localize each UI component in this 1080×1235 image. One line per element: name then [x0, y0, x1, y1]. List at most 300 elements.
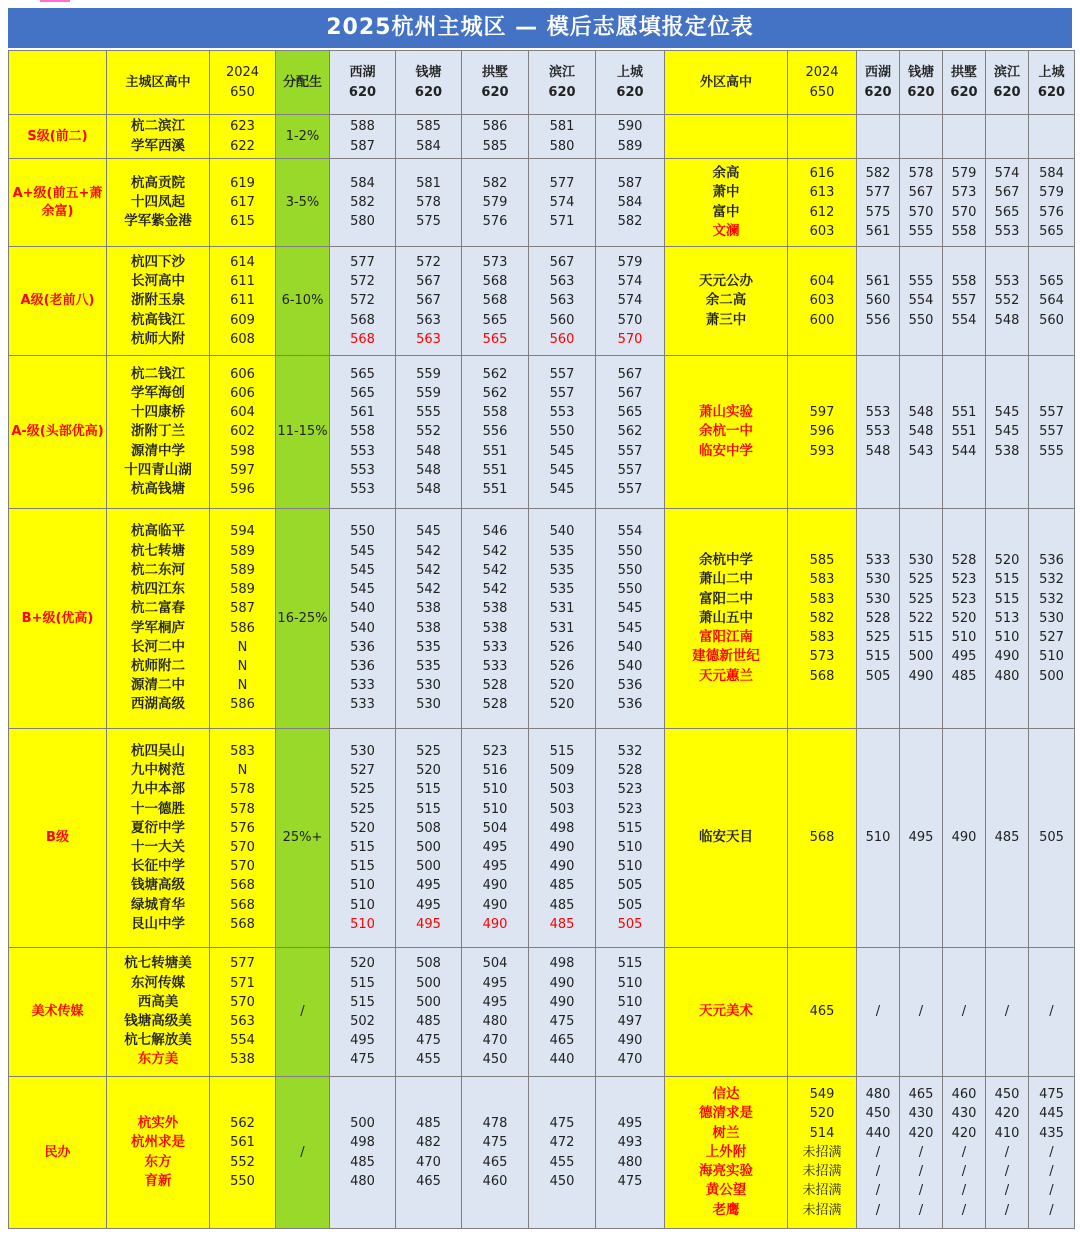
cell-line: 510 [994, 630, 1020, 646]
cell-line: 515 [994, 591, 1020, 607]
cell-line: 556 [865, 312, 891, 328]
cell-line: 525 [908, 591, 934, 607]
main-score-2024 [210, 159, 276, 247]
outer-district-score-4 [986, 247, 1029, 356]
cell-line: / [961, 1004, 967, 1020]
cell-line: 558 [951, 223, 977, 239]
outer-school-name: 富阳二中 [699, 590, 753, 607]
outer-district-header-5: 上城 620 [1029, 51, 1075, 115]
outer-district-score-1 [857, 356, 900, 509]
cell-line: 603 [809, 293, 835, 309]
cell-line: 556 [482, 424, 508, 440]
cell-line: 470 [482, 1033, 508, 1049]
cell-line: 475 [416, 1033, 441, 1049]
outer-district-score-3 [943, 1077, 986, 1229]
outer-school-name: 老鹰 [712, 1201, 740, 1218]
outer-district-score-3 [943, 948, 986, 1077]
cell-line: 495 [416, 878, 441, 894]
cell-line: 578 [230, 801, 255, 817]
cell-line: 545 [994, 405, 1020, 421]
cell-line: 585 [482, 138, 508, 154]
cell-line: 581 [549, 119, 575, 135]
district-score-5 [596, 159, 665, 247]
outer-school-list [665, 729, 788, 948]
cell-line: 528 [482, 678, 508, 694]
cell-line: 535 [416, 639, 441, 655]
cell-line: 565 [1039, 223, 1064, 239]
district-score-5 [596, 948, 665, 1077]
cell-line: 550 [350, 524, 375, 540]
district-score-2 [396, 247, 462, 356]
cell-line: 480 [994, 668, 1020, 684]
cell-line: 498 [350, 1135, 375, 1151]
tier-label [9, 509, 107, 729]
tier-label [9, 159, 107, 247]
cell-line: 565 [482, 312, 508, 328]
cell-line: 540 [350, 620, 375, 636]
cell-line: 485 [951, 668, 977, 684]
district-score-1 [330, 729, 396, 948]
cell-line: 579 [617, 254, 643, 270]
cell-line: 550 [549, 424, 575, 440]
cell-line: 525 [350, 782, 375, 798]
cell-line: 548 [908, 405, 934, 421]
main-school-list [107, 509, 210, 729]
district-score-2 [396, 509, 462, 729]
tier-label-text: A-级(头部优高) [11, 424, 104, 439]
cell-line: / [918, 1183, 924, 1199]
cell-line: 509 [549, 763, 575, 779]
cell-line: 575 [865, 204, 891, 220]
cell-line: 485 [416, 1014, 441, 1029]
cell-line: 596 [809, 424, 835, 440]
cell-line: 568 [809, 668, 835, 684]
district-score-3 [462, 509, 529, 729]
cell-line: 482 [416, 1135, 441, 1151]
cell-line: 540 [350, 601, 375, 617]
cell-line: 565 [350, 385, 375, 401]
cell-line: 557 [951, 293, 977, 309]
cell-line: 510 [482, 782, 508, 798]
cell-line: 586 [482, 119, 508, 135]
cell-line: 568 [230, 897, 255, 913]
cell-line: 593 [809, 443, 835, 459]
cell-line: 500 [350, 1116, 375, 1132]
outer-school-name: 余杭中学 [699, 552, 753, 569]
cell-line: 563 [549, 293, 575, 309]
cell-line: 长征中学 [131, 858, 185, 875]
cell-line: 523 [951, 591, 977, 607]
allocation-percent [276, 1077, 330, 1229]
outer-score-2024 [788, 509, 857, 729]
cell-line: 583 [809, 591, 835, 607]
cell-line: 500 [416, 840, 441, 855]
cell-line: 576 [482, 214, 508, 230]
cell-line: 515 [350, 994, 375, 1010]
outer-district-score-4 [986, 115, 1029, 159]
cell-line: 568 [809, 830, 835, 846]
cell-line: 东方美 [137, 1051, 179, 1068]
cell-line: 573 [951, 185, 977, 201]
district-score-3 [462, 115, 529, 159]
cell-line: 东河传媒 [131, 974, 185, 991]
cell-line: 587 [350, 138, 375, 154]
cell-line: 561 [865, 274, 891, 290]
cell-line: 480 [482, 1014, 508, 1029]
main-score-2024 [210, 115, 276, 159]
cell-line: 495 [617, 1116, 643, 1132]
cell-line: / [918, 1144, 924, 1160]
cell-line: 500 [908, 649, 934, 665]
main-score-2024 [210, 509, 276, 729]
cell-line: 490 [482, 897, 508, 913]
cell-line: 西湖高级 [131, 696, 185, 713]
main-school-list [107, 356, 210, 509]
cell-line: 619 [230, 175, 255, 191]
outer-school-name: 萧山实验 [699, 404, 753, 421]
outer-score-2024 [788, 729, 857, 948]
cell-line: 525 [865, 630, 891, 646]
cell-line: 460 [482, 1173, 508, 1189]
cell-line: 杭实外 [137, 1115, 179, 1132]
district-score-3 [462, 729, 529, 948]
outer-district-score-1 [857, 948, 900, 1077]
cell-line: 589 [230, 582, 255, 598]
cell-line: 520 [951, 610, 977, 626]
cell-line: 577 [350, 254, 375, 270]
main-school-list [107, 948, 210, 1077]
district-score-4 [529, 948, 596, 1077]
allocation-text: 11-15% [277, 424, 328, 440]
cell-line: 565 [994, 204, 1020, 220]
cell-line: 552 [416, 424, 441, 440]
cell-line: 杭七转塘美 [124, 955, 192, 972]
cell-line: 573 [482, 254, 508, 270]
cell-line: 562 [482, 385, 508, 401]
outer-school-name: 天元美术 [699, 1003, 753, 1020]
cell-line: 613 [809, 185, 835, 201]
cell-line: 551 [482, 482, 508, 497]
cell-line: 503 [549, 801, 575, 817]
outer-school-list [665, 1077, 788, 1229]
cell-line: 553 [350, 443, 375, 459]
cell-line: 浙附丁兰 [131, 423, 185, 440]
allocation-percent [276, 247, 330, 356]
cell-line: 536 [350, 639, 375, 655]
outer-district-score-1 [857, 729, 900, 948]
cell-line: 550 [617, 582, 643, 598]
cell-line: 510 [617, 994, 643, 1010]
cell-line: 606 [230, 385, 255, 401]
outer-school-name: 富中 [712, 203, 740, 220]
cell-line: 艮山中学 [131, 915, 185, 932]
cell-line: 475 [549, 1116, 575, 1132]
cell-line: 555 [908, 274, 934, 290]
cell-line: 589 [230, 562, 255, 578]
cell-line: 532 [617, 743, 643, 759]
cell-line: 498 [549, 956, 575, 972]
outer-score-2024 [788, 159, 857, 247]
cell-line: 杭高钱塘 [131, 481, 185, 497]
cell-line: N [237, 763, 248, 779]
outer-district-score-1 [857, 115, 900, 159]
cell-line: 545 [416, 524, 441, 540]
outer-district-score-1 [857, 509, 900, 729]
cell-line: 542 [482, 562, 508, 578]
tier-label-text: A级(老前八) [20, 293, 95, 308]
cell-line: 585 [809, 553, 835, 569]
allocation-text: 16-25% [277, 610, 328, 626]
cell-line: 550 [230, 1173, 255, 1189]
cell-line: 571 [230, 975, 255, 991]
cell-line: 475 [350, 1052, 375, 1068]
cell-line: 530 [1039, 610, 1064, 626]
district-score-2 [396, 729, 462, 948]
cell-line: 523 [482, 743, 508, 759]
main-year-header: 2024 650 [210, 51, 276, 115]
cell-line: 523 [951, 572, 977, 588]
cell-line: 533 [482, 639, 508, 655]
cell-line: 532 [1039, 572, 1064, 588]
cell-line: / [1049, 1183, 1054, 1199]
cell-line: 565 [482, 331, 508, 347]
cell-line: 530 [908, 553, 934, 569]
cell-line: 510 [617, 840, 643, 855]
cell-line: 572 [416, 254, 441, 270]
cell-line: 563 [416, 312, 441, 328]
tier-label-text: B+级(优高) [21, 610, 94, 626]
cell-line: 579 [482, 194, 508, 210]
cell-line: 582 [617, 214, 643, 230]
cell-line: 525 [908, 572, 934, 588]
cell-line: 555 [908, 223, 934, 239]
cell-line: 614 [230, 254, 255, 270]
cell-line: 609 [230, 312, 255, 328]
cell-line: 495 [482, 994, 508, 1010]
outer-district-score-2 [900, 115, 943, 159]
cell-line: 538 [416, 601, 441, 617]
allocation-percent [276, 729, 330, 948]
cell-line: 573 [809, 649, 835, 665]
cell-line: 夏衍中学 [131, 819, 185, 836]
district-score-1 [330, 247, 396, 356]
cell-line: 520 [549, 697, 575, 713]
cell-line: 485 [549, 897, 575, 913]
outer-school-list [665, 159, 788, 247]
cell-line: 587 [230, 601, 255, 617]
district-score-4 [529, 509, 596, 729]
cell-line: 532 [1039, 591, 1064, 607]
outer-district-score-4 [986, 948, 1029, 1077]
tier-label-text: A+级(前五+萧余富) [12, 185, 103, 219]
tier-row [9, 159, 1075, 247]
cell-line: 554 [230, 1033, 255, 1049]
cell-line: 430 [951, 1106, 977, 1122]
cell-line: 杭二钱江 [131, 365, 185, 382]
outer-school-name: 萧山二中 [699, 571, 753, 588]
district-score-4 [529, 247, 596, 356]
cell-line: / [875, 1183, 881, 1199]
tier-label [9, 1077, 107, 1229]
cell-line: 568 [482, 274, 508, 290]
cell-line: 十四凤起 [131, 193, 185, 210]
cell-line: 560 [549, 312, 575, 328]
outer-district-score-3 [943, 115, 986, 159]
outer-school-list [665, 247, 788, 356]
cell-line: 615 [230, 214, 255, 230]
cell-line: 493 [617, 1135, 643, 1151]
cell-line: 550 [908, 312, 934, 328]
cell-line: 470 [617, 1052, 643, 1068]
cell-line: 510 [1039, 649, 1064, 665]
cell-line: 523 [617, 801, 643, 817]
tier-row [9, 1077, 1075, 1229]
cell-line: 513 [994, 610, 1020, 626]
outer-score-2024 [788, 948, 857, 1077]
cell-line: 475 [1039, 1087, 1064, 1103]
cell-line: 538 [482, 601, 508, 617]
cell-line: 562 [617, 424, 643, 440]
outer-school-name: 余杭一中 [699, 423, 753, 440]
district-score-4 [529, 1077, 596, 1229]
cell-line: 589 [230, 543, 255, 559]
cell-line: 606 [230, 366, 255, 382]
cell-line: 611 [230, 274, 255, 290]
cell-line: 570 [230, 859, 255, 875]
outer-district-score-2 [900, 356, 943, 509]
cell-line: 576 [1039, 204, 1064, 220]
cell-line: 579 [951, 166, 977, 182]
cell-line: 515 [617, 820, 643, 836]
cell-line: 505 [617, 897, 643, 913]
district-score-5 [596, 729, 665, 948]
cell-line: / [1049, 1144, 1054, 1160]
cell-line: 590 [617, 119, 643, 135]
cell-line: 杭高临平 [131, 523, 185, 540]
cell-line: 495 [951, 649, 977, 665]
outer-school-name: 余高 [712, 165, 740, 182]
cell-line: 未招满 [802, 1183, 842, 1199]
cell-line: 465 [482, 1154, 508, 1170]
tier-label [9, 729, 107, 948]
cell-line: 学军海创 [131, 384, 185, 401]
header-row [9, 51, 1075, 115]
cell-line: 603 [809, 223, 835, 239]
cell-line: 553 [350, 462, 375, 478]
cell-line: 582 [350, 194, 375, 210]
outer-district-score-1 [857, 159, 900, 247]
cell-line: 465 [809, 1004, 835, 1020]
cell-line: 495 [416, 916, 441, 932]
cell-line: / [875, 1164, 881, 1180]
cell-line: 钱塘高级美 [124, 1013, 192, 1029]
allocation-text: 6-10% [281, 293, 324, 309]
outer-year-header: 2024 650 [788, 51, 857, 115]
cell-line: 538 [230, 1052, 255, 1068]
cell-line: 536 [350, 658, 375, 674]
cell-line: 551 [482, 443, 508, 459]
page-title: 2025杭州主城区 — 模后志愿填报定位表 [8, 8, 1072, 48]
cell-line: / [1004, 1164, 1010, 1180]
cell-line: 500 [1039, 668, 1064, 684]
cell-line: 604 [809, 274, 835, 290]
cell-line: 550 [617, 543, 643, 559]
cell-line: 未招满 [802, 1144, 842, 1160]
tier-row [9, 948, 1075, 1077]
cell-line: 505 [617, 916, 643, 932]
district-score-1 [330, 948, 396, 1077]
cell-line: 589 [617, 138, 643, 154]
tier-row [9, 509, 1075, 729]
cell-line: 581 [416, 175, 441, 191]
cell-line: 565 [617, 405, 643, 421]
outer-school-list [665, 948, 788, 1077]
outer-school-name: 临安天目 [699, 829, 753, 846]
outer-school-list [665, 115, 788, 159]
cell-line: 东方 [144, 1153, 172, 1170]
cell-line: 510 [350, 878, 375, 894]
outer-score-2024 [788, 1077, 857, 1229]
cell-line: 530 [865, 591, 891, 607]
cell-line: 567 [617, 366, 643, 382]
cell-line: 553 [865, 405, 891, 421]
cell-line: 520 [994, 553, 1020, 569]
cell-line: 542 [416, 543, 441, 559]
cell-line: 十四青山湖 [124, 461, 192, 478]
cell-line: 470 [416, 1154, 441, 1170]
outer-district-score-2 [900, 948, 943, 1077]
cell-line: 554 [617, 524, 643, 540]
cell-line: 500 [416, 975, 441, 991]
tier-row [9, 356, 1075, 509]
cell-line: 485 [994, 830, 1020, 846]
cell-line: 535 [416, 658, 441, 674]
district-score-5 [596, 509, 665, 729]
district-score-3 [462, 356, 529, 509]
allocation-text: / [300, 1144, 305, 1160]
cell-line: 西高美 [137, 993, 179, 1010]
cell-line: 583 [809, 630, 835, 646]
cell-line: 562 [230, 1116, 255, 1132]
cell-line: / [1004, 1004, 1010, 1020]
cell-line: 515 [865, 649, 891, 665]
cell-line: 542 [482, 582, 508, 598]
cell-line: 源清二中 [131, 677, 185, 694]
outer-district-score-5 [1029, 729, 1075, 948]
district-header-4: 滨江 620 [529, 51, 596, 115]
outer-school-name: 信达 [712, 1086, 740, 1103]
cell-line: 490 [617, 1033, 643, 1049]
outer-district-score-5 [1029, 509, 1075, 729]
cell-line: 563 [549, 274, 575, 290]
cell-line: 528 [951, 553, 977, 569]
cell-line: 563 [416, 331, 441, 347]
cell-line: 杭四下沙 [131, 253, 185, 270]
cell-line: / [918, 1202, 924, 1218]
district-score-3 [462, 948, 529, 1077]
district-score-2 [396, 115, 462, 159]
cell-line: / [875, 1144, 881, 1160]
district-header-1: 西湖 620 [330, 51, 396, 115]
cell-line: 杭四吴山 [131, 742, 185, 759]
cell-line: 九中树范 [131, 762, 185, 779]
outer-district-score-4 [986, 159, 1029, 247]
cell-line: 520 [350, 956, 375, 972]
cell-line: 584 [1039, 166, 1064, 182]
allocation-text: 1-2% [285, 128, 320, 144]
outer-district-score-5 [1029, 247, 1075, 356]
cell-line: 530 [416, 678, 441, 694]
